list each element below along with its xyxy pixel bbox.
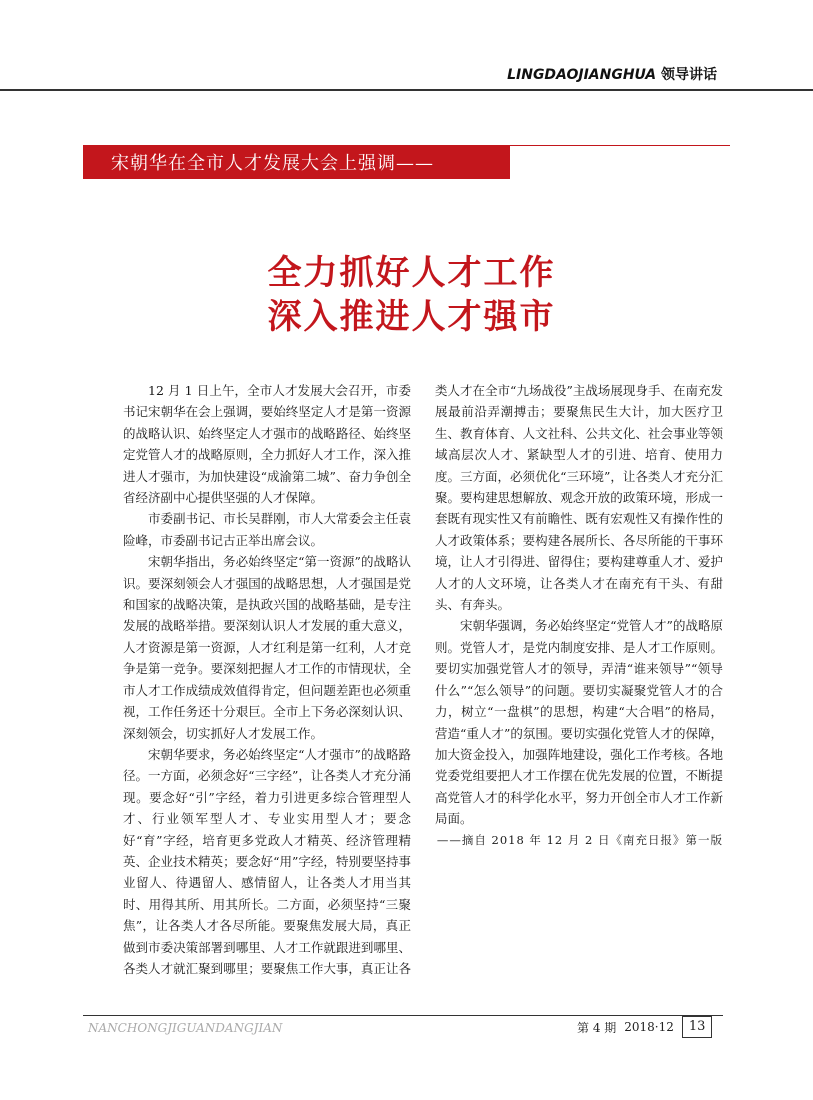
footer-info <box>577 1016 712 1038</box>
paragraph: 宋朝华指出，务必始终坚定“第一资源”的战略认识。要深刻领会人才强国的战略思想，人才强国是党和国家的战略决策，是执政兴国的战略基础，是专注发展的战略举措。要深刻认识人才发展的重大意义，人才资源是第一资源，人才红利是第一红利，人才竞争是第一竞争。要深刻把握人才工作的市情现状，全市人才工作成绩成效值得肯定，但问题差距也必须重视，工作任务还十分艰巨。全市上下务必深刻认识、深刻领会，切实抓好人才发展工作。 <box>123 554 411 741</box>
paragraph: 12 月 1 日上午，全市人才发展大会召开，市委书记宋朝华在会上强调，要始终坚定人才是第一资源的战略认识、始终坚定人才强市的战略路径、始终坚定党管人才的战略原则，全力抓好人才工作，深入推进人才强市，为加快建设“成渝第二城”、奋力争创全省经济副中心提供坚强的人才保障。 <box>123 383 411 506</box>
banner-text: 宋朝华在全市人才发展大会上强调—— <box>111 153 434 174</box>
article-body <box>123 380 723 985</box>
section-header-chinese: 领导讲话 <box>661 67 717 83</box>
paragraph: 市委副书记、市长吴群刚，市人大常委会主任袁险峰，市委副书记古正举出席会议。 <box>123 511 411 548</box>
banner-rule <box>510 145 730 146</box>
title-line-1: 全力抓好人才工作 <box>267 253 556 293</box>
issue-number: 第 4 期 <box>577 1020 617 1035</box>
page-number: 13 <box>682 1016 713 1038</box>
journal-name: NANCHONGJIGUANDANGJIAN <box>88 1021 283 1035</box>
title-line-2: 深入推进人才强市 <box>267 297 556 337</box>
source-note: ——摘自 2018 年 12 月 2 日《南充日报》第一版 <box>436 832 723 847</box>
issue-date: 2018·12 <box>624 1020 674 1034</box>
article-title <box>0 251 813 339</box>
paragraph: 宋朝华强调，务必始终坚定“党管人才”的战略原则。党管人才，是党内制度安排、是人才工作原则。要切实加强党管人才的领导，弄清“谁来领导”“领导什么”“怎么领导”的问题。要切实凝聚党管人才的合力，树立“一盘棋”的思想，构建“大合唱”的格局，营造“重人才”的氛围。要切实强化党管人才的保障，加大资金投入，加强阵地建设，强化工作考核。各地党委党组要把人才工作摆在优先发展的位置，不断提高党管人才的科学化水平，努力开创全市人才工作新局面。 <box>435 618 723 827</box>
headline-banner <box>83 145 510 179</box>
paragraph: 宋朝华要求，务必始终坚定“人才强市”的战略路径。一方面，必须念好“三字经”，让各类人才充分涌现。要念好“引”字经，着力引进更多综合管理型人才、行业领军型人才、专业实用型人才；要念好“育”字经，培育更多党政人才精英、经济管理精英、企业技术精英；要念好“用”字经，特别要坚持事业留人、待遇留人、感情留人，让各类人才用当其时、用得其所、用其所长。二方面，必须坚持“三聚焦”，让各类人才各尽所能。要聚焦发展大局，真正做到市委决策部署到哪里、人才工作就跟进到哪里、各类人才就汇聚到哪里；要聚焦工作大事，真正让各类人才在全市“九场战役”主战场展现身手、在南充发展最前沿弄潮搏击；要聚焦民生大计，加大医疗卫生、教育体育、人文社科、公共文化、社会事业等领域高层次人才、紧缺型人才的引进、培育、使用力度。三方面，必须优化“三环境”，让各类人才充分汇聚。要构建思想解放、观念开放的政策环境，形成一套既有现实性又有前瞻性、既有宏观性又有操作性的人才政策体系；要构建各展所长、各尽所能的干事环境，让人才引得进、留得住；要构建尊重人才、爱护人才的人文环境，让各类人才在南充有干头、有甜头、有奔头。 <box>123 383 723 976</box>
section-header-latin: LINGDAOJIANGHUA <box>507 67 657 83</box>
section-header <box>507 64 717 84</box>
header-rule <box>0 89 813 91</box>
